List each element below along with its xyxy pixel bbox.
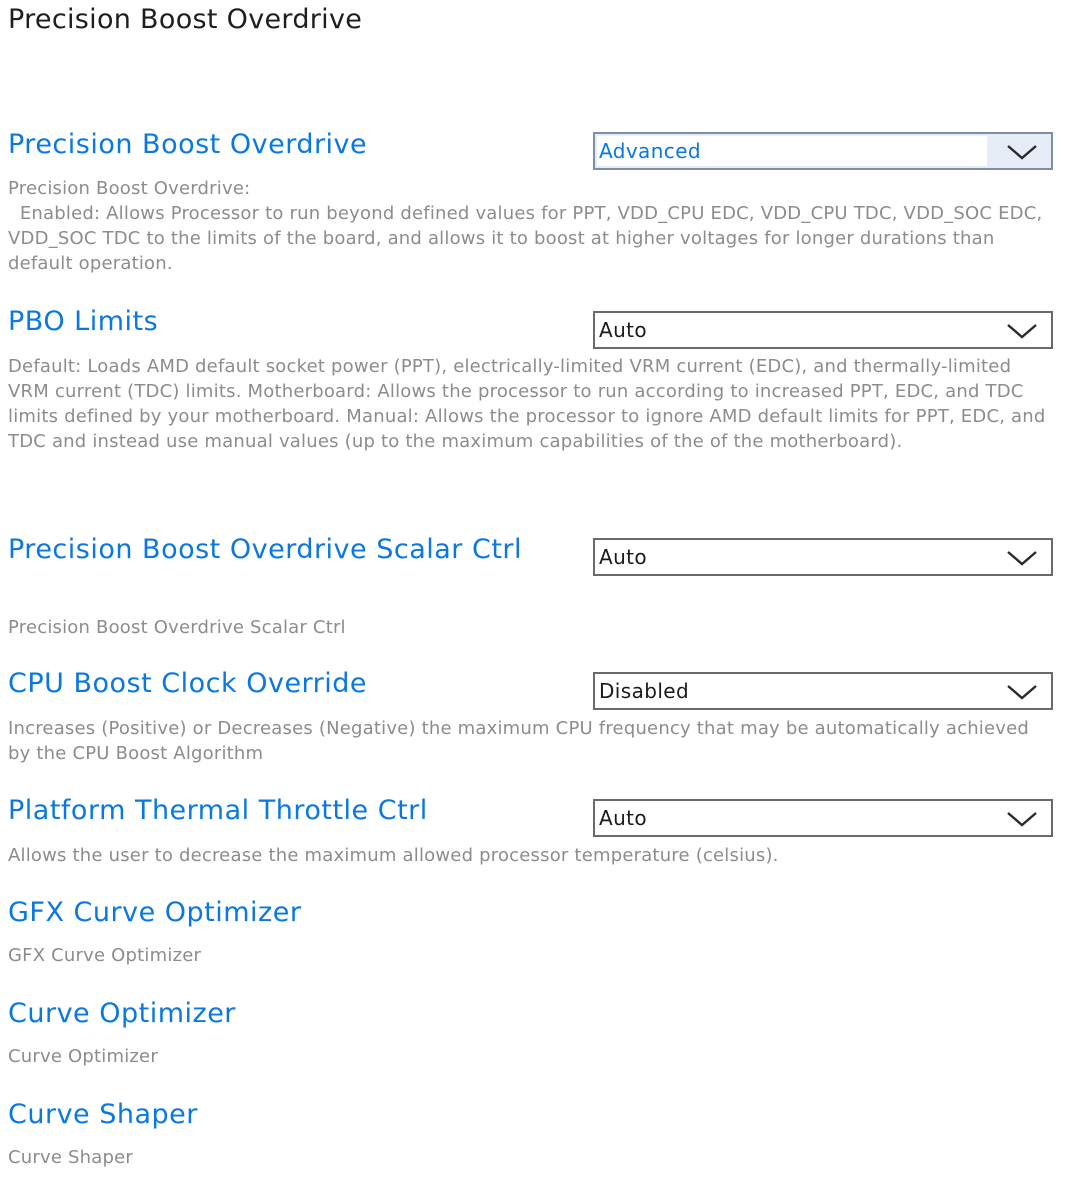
link-description: Curve Shaper [8,1147,133,1168]
setting-description: Increases (Positive) or Decreases (Negative) the maximum CPU frequency that may be automatically achieved by the CPU Boost Algorithm [8,718,1030,764]
setting-label: Precision Boost Overdrive Scalar Ctrl [8,534,523,565]
pbo-scalar-ctrl-dropdown[interactable] [593,538,1053,576]
chevron-down-icon [1005,317,1039,343]
pbo-limits-dropdown[interactable] [593,311,1053,349]
page-title: Precision Boost Overdrive [8,4,363,35]
chevron-down-icon [1005,138,1039,164]
cpu-boost-clock-override-dropdown[interactable] [593,672,1053,710]
setting-description: Default: Loads AMD default socket power (PPT), electrically-limited VRM current (EDC), and thermally-limited VRM current (TDC) limits. Motherboard: Allows the processor to run according to increased PPT, EDC, and TDC limits defined by your motherboard. Manual: Allows the processor to ignore AMD default limits for PPT, EDC, and TDC and instead use manual values (up to the maximum capabilities of the of the motherboard). [8,356,1046,452]
setting-label: CPU Boost Clock Override [8,668,368,699]
setting-description: Precision Boost Overdrive Scalar Ctrl [8,617,346,638]
chevron-down-icon [1005,678,1039,704]
dropdown-value: Auto [599,545,648,569]
setting-description: Allows the user to decrease the maximum allowed processor temperature (celsius). [8,845,779,866]
setting-label: Platform Thermal Throttle Ctrl [8,795,428,826]
setting-label: Precision Boost Overdrive [8,129,368,160]
link-description: GFX Curve Optimizer [8,945,202,966]
dropdown-value: Auto [599,318,648,342]
dropdown-value: Advanced [597,136,987,166]
link-description: Curve Optimizer [8,1046,158,1067]
dropdown-value: Disabled [599,679,690,703]
precision-boost-overdrive-dropdown[interactable] [593,132,1053,170]
chevron-down-icon [1005,805,1039,831]
setting-label: PBO Limits [8,306,159,337]
setting-description: Precision Boost Overdrive: Enabled: Allows Processor to run beyond defined values for PPT, VDD_CPU EDC, VDD_CPU TDC, VDD_SOC EDC, VDD_SOC TDC to the limits of the board, and allows it to boost at higher voltages for longer durations than default operation. [8,178,1043,274]
chevron-down-icon [1005,544,1039,570]
link-label[interactable]: Curve Optimizer [8,998,236,1029]
dropdown-value: Auto [599,806,648,830]
platform-thermal-throttle-ctrl-dropdown[interactable] [593,799,1053,837]
link-label[interactable]: GFX Curve Optimizer [8,897,302,928]
link-label[interactable]: Curve Shaper [8,1099,198,1130]
